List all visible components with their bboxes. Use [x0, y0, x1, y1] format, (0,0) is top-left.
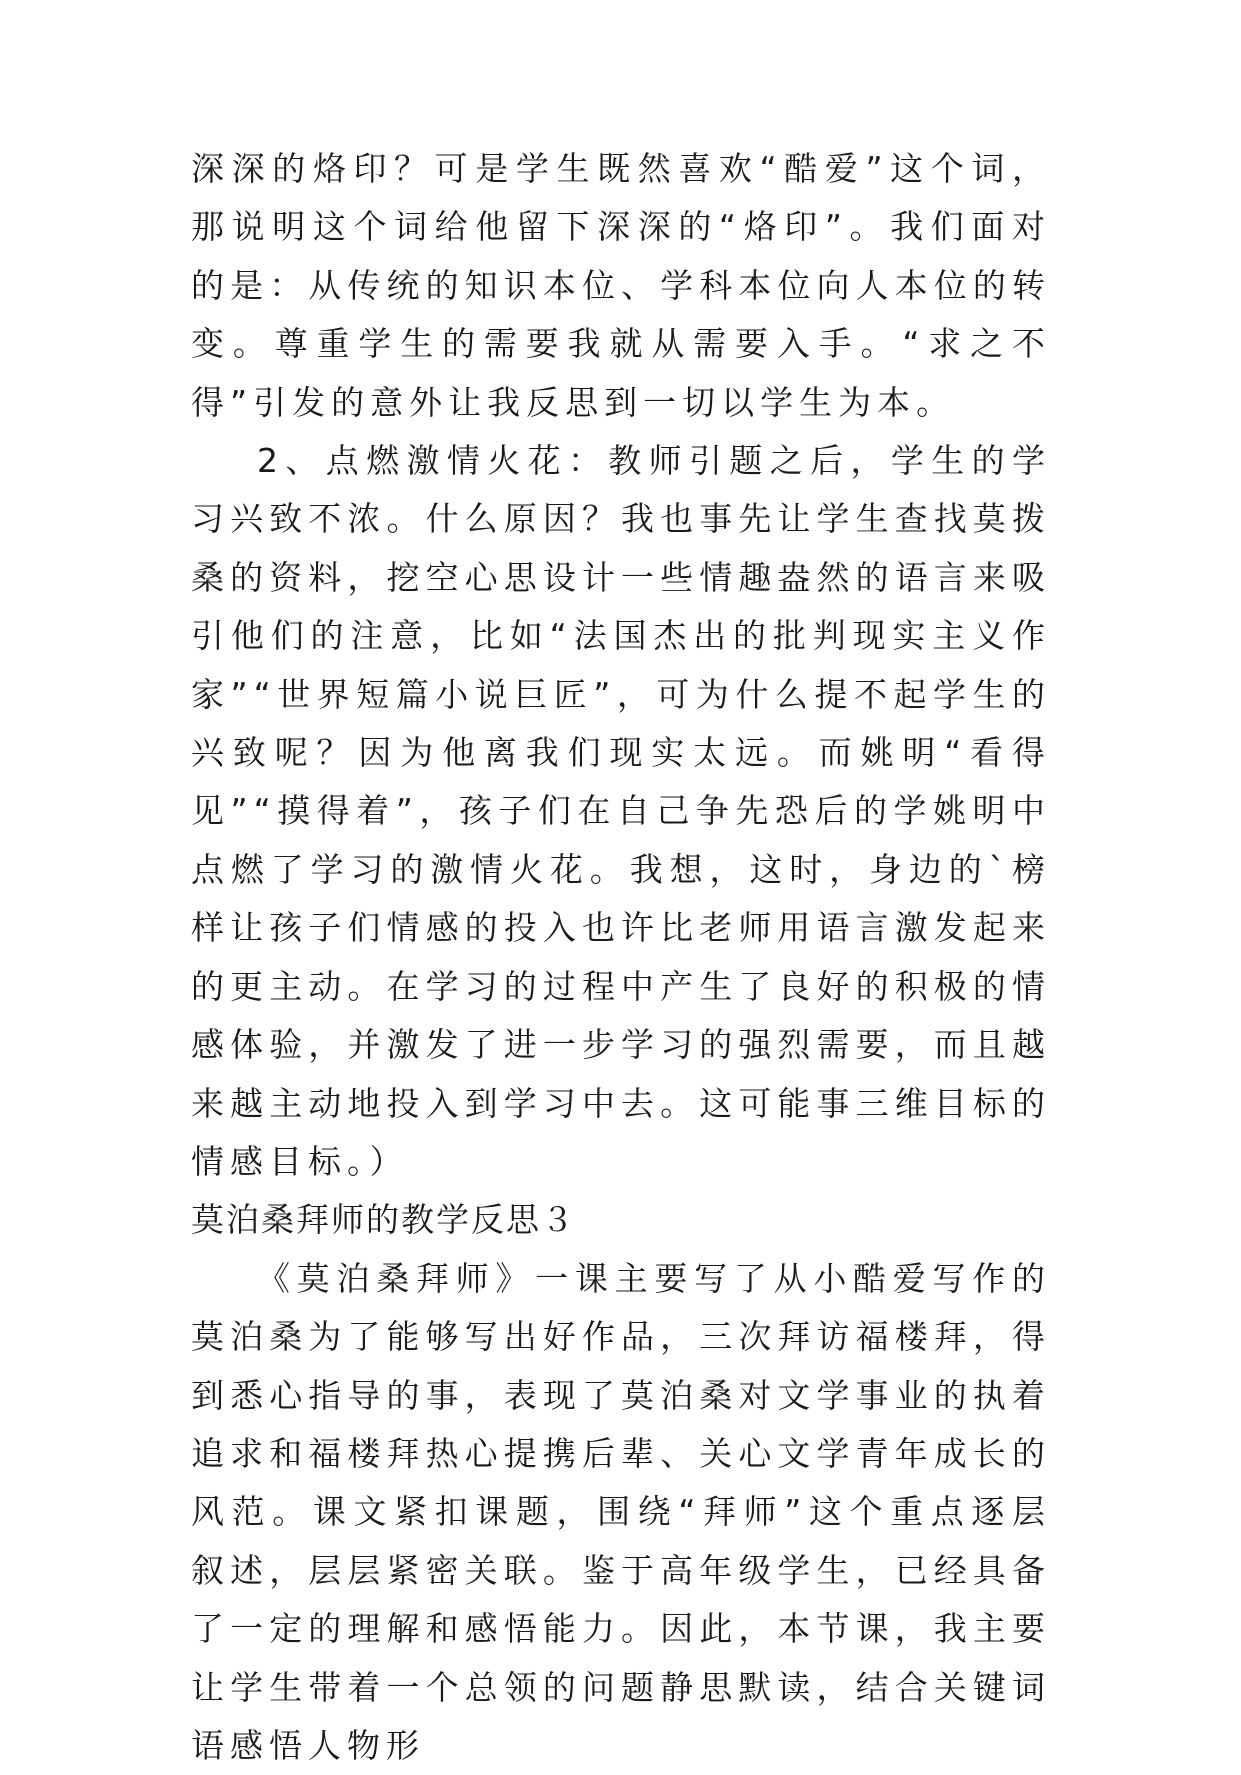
paragraph-continuation: 深深的烙印？可是学生既然喜欢“酷爱”这个词，那说明这个词给他留下深深的“烙印”。我们面对的是：从传统的知识本位、学科本位向人本位的转变。尊重学生的需要我就从需要入手。“求之不得”引发的意外让我反思到一切以学生为本。 — [191, 149, 1051, 422]
section-title: 莫泊桑拜师的教学反思３ — [191, 1200, 576, 1240]
paragraph-section-3: 《莫泊桑拜师》一课主要写了从小酷爱写作的莫泊桑为了能够写出好作品，三次拜访福楼拜，得到悉心指导的事，表现了莫泊桑对文学事业的执着追求和福楼拜热心提携后辈、关心文学青年成长的风范。课文紧扣课题，围绕“拜师”这个重点逐层叙述，层层紧密关联。鉴于高年级学生，已经具备了一定的理解和感悟能力。因此，本节课，我主要让学生带着一个总领的问题静思默读，结合关键词语感悟人物形 — [191, 1258, 1051, 1765]
paragraph-point-2: 2、点燃激情火花：教师引题之后，学生的学习兴致不浓。什么原因？我也事先让学生查找莫拨桑的资料，挖空心思设计一些情趣盎然的语言来吸引他们的注意，比如“法国杰出的批判现实主义作家”“世界短篇小说巨匠”，可为什么提不起学生的兴致呢？因为他离我们现实太远。而姚明“看得见”“摸得着”，孩子们在自己争先恐后的学姚明中点燃了学习的激情火花。我想，这时，身边的`榜样让孩子们情感的投入也许比老师用语言激发起来的更主动。在学习的过程中产生了良好的积极的情感体验，并激发了进一步学习的强烈需要，而且越来越主动地投入到学习中去。这可能事三维目标的情感目标。） — [191, 441, 1051, 1181]
document-body — [191, 140, 1051, 1775]
